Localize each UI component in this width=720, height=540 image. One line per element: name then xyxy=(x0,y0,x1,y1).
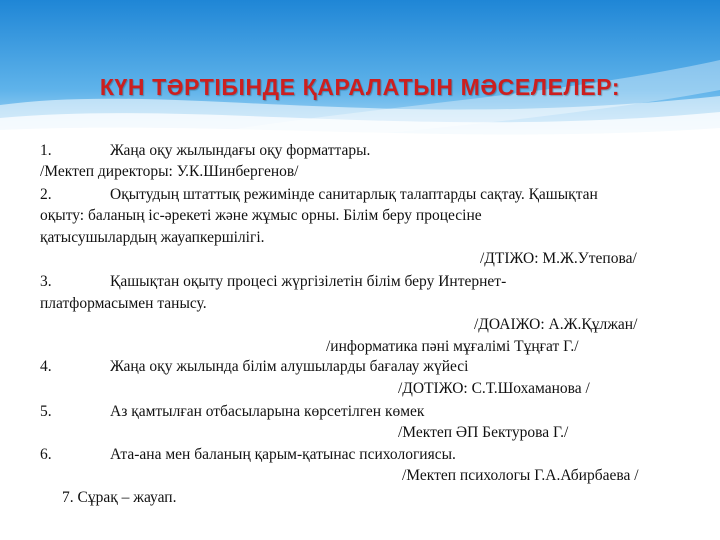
agenda-item-line: /Мектеп ӘП Бектурова Г./ xyxy=(398,424,569,441)
slide-title: КҮН ТӘРТІБІНДЕ ҚАРАЛАТЫН МӘСЕЛЕЛЕР: xyxy=(99,74,621,100)
agenda-item-line: /Мектеп директоры: У.К.Шинбергенов/ xyxy=(40,163,299,180)
agenda-item-number: 6. xyxy=(40,446,52,463)
agenda-item-text: Қашықтан оқыту процесі жүргізілетін білім беру Интернет- xyxy=(110,273,507,290)
agenda-item-line: /ДТІЖО: М.Ж.Утепова/ xyxy=(480,250,637,267)
agenda-item-line: 7. Сұрақ – жауап. xyxy=(62,489,177,506)
agenda-item-text: Оқытудың штаттық режимінде санитарлық талаптарды сақтау. Қашықтан xyxy=(110,186,598,203)
agenda-item-number: 3. xyxy=(40,273,52,290)
agenda-item-line: платформасымен танысу. xyxy=(40,295,207,312)
agenda-item-line: /Мектеп психологы Г.А.Абирбаева / xyxy=(402,467,639,484)
agenda-item-number: 1. xyxy=(40,142,52,159)
agenda-item-line: /ДОАІЖО: А.Ж.Құлжан/ xyxy=(474,316,638,333)
agenda-item-text: Аз қамтылған отбасыларына көрсетілген көмек xyxy=(110,403,425,420)
agenda-item-line: қатысушылардың жауапкершілігі. xyxy=(40,229,265,246)
agenda-item-line: оқыту: баланың іс-әрекеті және жұмыс орны. Білім беру процесіне xyxy=(40,207,482,224)
agenda-item-text: Ата-ана мен баланың қарым-қатынас психологиясы. xyxy=(110,446,456,463)
agenda-item-number: 4. xyxy=(40,358,52,375)
agenda-item-line: /информатика пәні мұғалімі Тұңғат Г./ xyxy=(326,338,579,355)
agenda-item-number: 2. xyxy=(40,186,52,203)
agenda-item-text: Жаңа оқу жылында білім алушыларды бағалау жүйесі xyxy=(110,358,469,375)
agenda-item-text: Жаңа оқу жылындағы оқу форматтары. xyxy=(110,142,371,159)
agenda-item-line: /ДОТІЖО: С.Т.Шохаманова / xyxy=(398,380,590,397)
agenda-item-number: 5. xyxy=(40,403,52,420)
